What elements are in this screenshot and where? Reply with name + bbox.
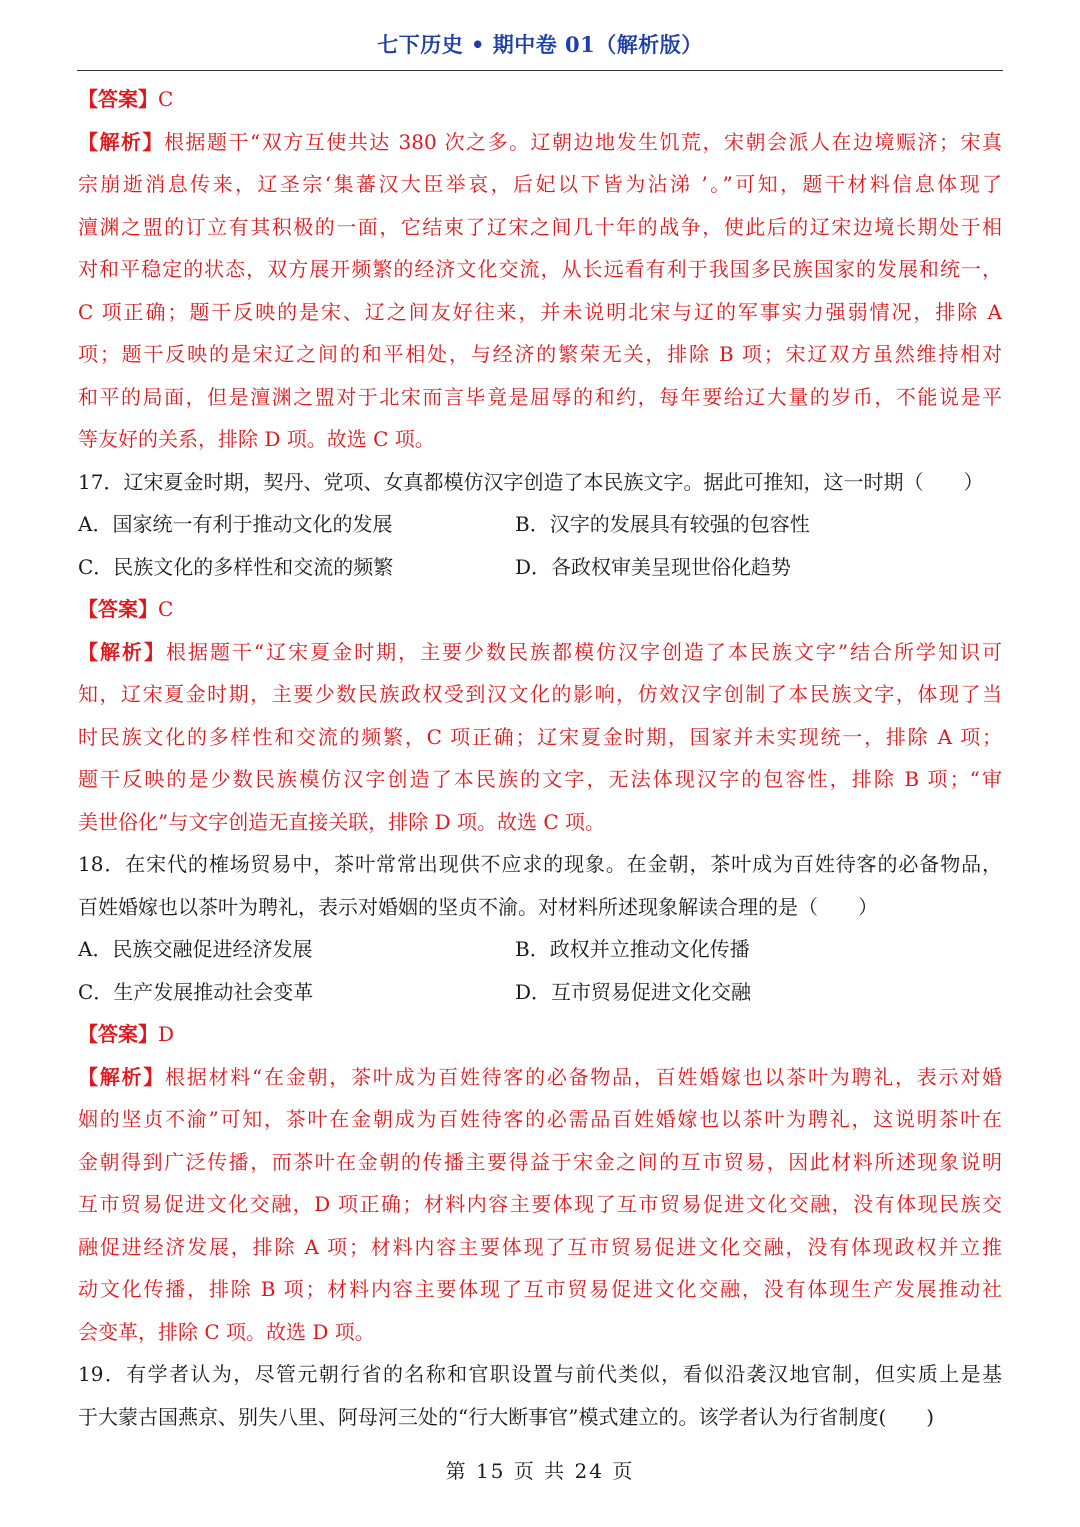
answer-value: C bbox=[158, 87, 174, 111]
q18-analysis-line: 会变革，排除 C 项。故选 D 项。 bbox=[78, 1319, 375, 1344]
header-title: 七下历史 • 期中卷 01（解析版） bbox=[377, 32, 703, 57]
analysis-label: 【解析】 bbox=[78, 129, 164, 154]
q16-answer bbox=[78, 78, 1002, 121]
q16-analysis-line: 【解析】根据题干“双方互使共达 380 次之多。辽朝边地发生饥荒，宋朝会派人在边境赈济；宋真 bbox=[78, 129, 1002, 154]
answer-label: 【答案】 bbox=[78, 1022, 158, 1046]
page-footer: 第 15 页 共 24 页 bbox=[445, 1459, 635, 1483]
q17-options-row bbox=[78, 546, 1002, 589]
answer-value: D bbox=[158, 1022, 175, 1046]
answer-value: C bbox=[158, 597, 174, 621]
q17-stem: 17．辽宋夏金时期，契丹、党项、女真都模仿汉字创造了本民族文字。据此可推知，这一时期（ ） bbox=[78, 469, 984, 494]
analysis-label: 【解析】 bbox=[78, 639, 166, 664]
q18-analysis-line: 【解析】根据材料“在金朝，茶叶成为百姓待客的必备物品，百姓婚嫁也以茶叶为聘礼，表示对婚 bbox=[78, 1064, 1002, 1089]
q17-option-a: A．国家统一有利于推动文化的发展 bbox=[78, 512, 393, 536]
q17-options-row bbox=[78, 503, 1002, 546]
q17-analysis-line: 知，辽宋夏金时期，主要少数民族政权受到汉文化的影响，仿效汉字创制了本民族文字，体现了当 bbox=[78, 682, 1002, 706]
analysis-label: 【解析】 bbox=[78, 1064, 166, 1089]
q19-stem: 19．有学者认为，尽管元朝行省的名称和官职设置与前代类似，看似沿袭汉地官制，但实质上是基 bbox=[78, 1362, 1002, 1386]
q16-analysis-line: 澶渊之盟的订立有其积极的一面，它结束了辽宋之间几十年的战争，使此后的辽宋边境长期处于相 bbox=[78, 214, 1002, 239]
q16-analysis-line: C 项正确；题干反映的是宋、辽之间友好往来，并未说明北宋与辽的军事实力强弱情况，排除 A bbox=[78, 299, 1002, 324]
q16-analysis-line: 和平的局面，但是澶渊之盟对于北宋而言毕竟是屈辱的和约，每年要给辽大量的岁币，不能说是平 bbox=[78, 384, 1002, 409]
q17-analysis-line: 【解析】根据题干“辽宋夏金时期，主要少数民族都模仿汉字创造了本民族文字”结合所学知识可 bbox=[78, 639, 1002, 664]
q18-stem: 18．在宋代的榷场贸易中，茶叶常常出现供不应求的现象。在金朝，茶叶成为百姓待客的必备物品， bbox=[78, 852, 1002, 876]
q18-option-a: A．民族交融促进经济发展 bbox=[78, 937, 313, 961]
q17-option-d: D．各政权审美呈现世俗化趋势 bbox=[515, 554, 792, 579]
q18-options-row bbox=[78, 928, 1002, 971]
q18-analysis-line: 互市贸易促进文化交融，D 项正确；材料内容主要体现了互市贸易促进文化交融，没有体现民族交 bbox=[78, 1192, 1002, 1216]
page-header bbox=[77, 28, 1003, 71]
q18-analysis-line: 金朝得到广泛传播，而茶叶在金朝的传播主要得益于宋金之间的互市贸易，因此材料所述现象说明 bbox=[78, 1149, 1002, 1174]
q18-analysis-line: 姻的坚贞不渝”可知，茶叶在金朝成为百姓待客的必需品百姓婚嫁也以茶叶为聘礼，这说明茶叶在 bbox=[78, 1107, 1002, 1131]
q18-option-d: D．互市贸易促进文化交融 bbox=[515, 979, 752, 1004]
q17-analysis-line: 题干反映的是少数民族模仿汉字创造了本民族的文字，无法体现汉字的包容性，排除 B 项；“审 bbox=[78, 767, 1002, 791]
page-content bbox=[78, 78, 1002, 1438]
q17-answer bbox=[78, 588, 1002, 631]
q18-option-b: B．政权并立推动文化传播 bbox=[515, 937, 750, 961]
q17-analysis-line: 美世俗化”与文字创造无直接关联，排除 D 项。故选 C 项。 bbox=[78, 809, 605, 834]
q18-answer bbox=[78, 1013, 1002, 1056]
q17-option-c: C．民族文化的多样性和交流的频繁 bbox=[78, 554, 394, 579]
q17-analysis-line: 时民族文化的多样性和交流的频繁，C 项正确；辽宋夏金时期，国家并未实现统一，排除 A 项； bbox=[78, 724, 1002, 749]
q17-option-b: B．汉字的发展具有较强的包容性 bbox=[515, 512, 810, 536]
q18-stem: 百姓婚嫁也以茶叶为聘礼，表示对婚姻的坚贞不渝。对材料所述现象解读合理的是（ ） bbox=[78, 894, 878, 919]
q18-analysis-line: 融促进经济发展，排除 A 项；材料内容主要体现了互市贸易促进文化交融，没有体现政权并立推 bbox=[78, 1234, 1002, 1259]
q19-stem: 于大蒙古国燕京、别失八里、阿母河三处的“行大断事官”模式建立的。该学者认为行省制度( ) bbox=[78, 1404, 935, 1429]
q18-options-row bbox=[78, 971, 1002, 1014]
answer-label: 【答案】 bbox=[78, 597, 158, 621]
q16-analysis-line: 对和平稳定的状态，双方展开频繁的经济文化交流，从长远看有利于我国多民族国家的发展和统一， bbox=[78, 257, 1002, 281]
q16-analysis-line: 项；题干反映的是宋辽之间的和平相处，与经济的繁荣无关，排除 B 项；宋辽双方虽然维持相对 bbox=[78, 342, 1002, 366]
q16-analysis-line: 等友好的关系，排除 D 项。故选 C 项。 bbox=[78, 427, 435, 451]
q16-analysis-line: 宗崩逝消息传来，辽圣宗‘集蕃汉大臣举哀，后妃以下皆为沾涕 ’。”可知，题干材料信息体现了 bbox=[78, 172, 1002, 196]
answer-label: 【答案】 bbox=[78, 87, 158, 111]
q18-option-c: C．生产发展推动社会变革 bbox=[78, 979, 314, 1004]
q18-analysis-line: 动文化传播，排除 B 项；材料内容主要体现了互市贸易促进文化交融，没有体现生产发展推动社 bbox=[78, 1277, 1002, 1301]
